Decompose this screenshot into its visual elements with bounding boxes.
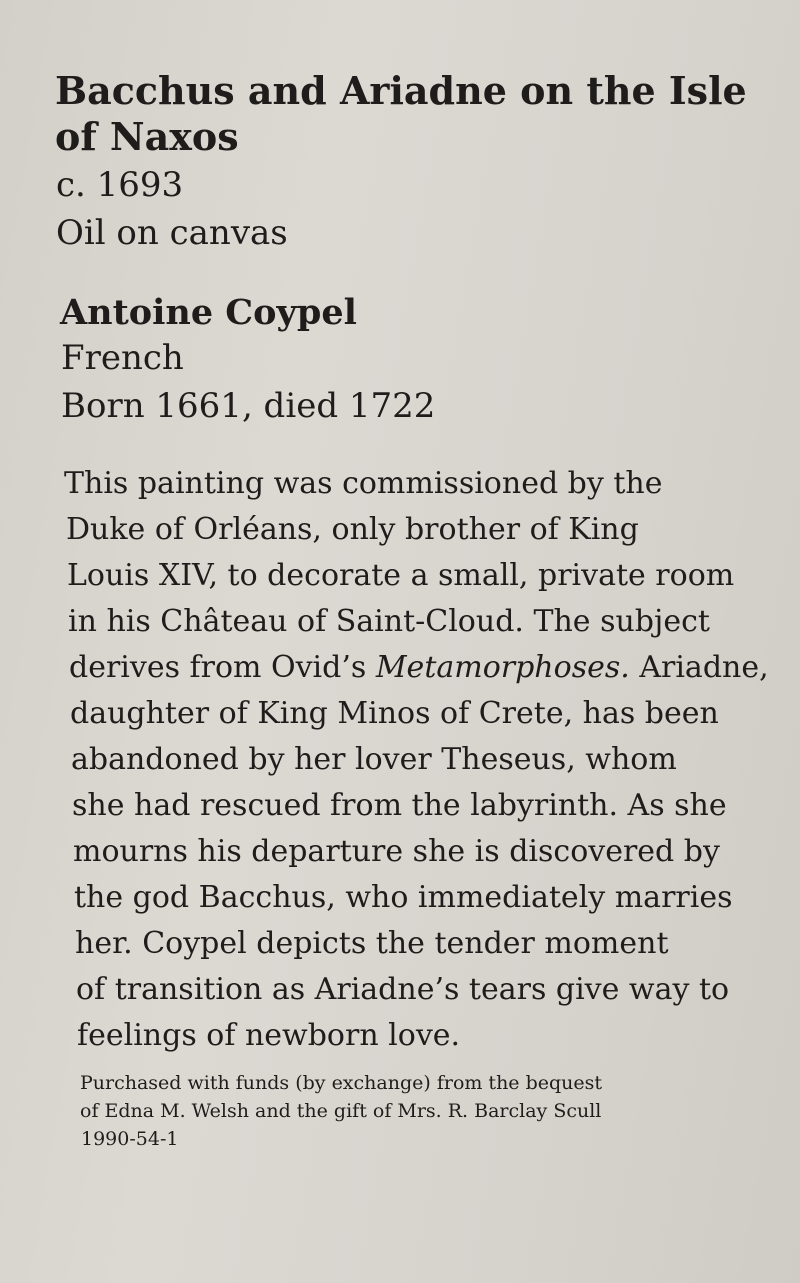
credit-line-1: Purchased with funds (by exchange) from the bequest — [80, 1072, 603, 1094]
description-line-tail: Ariadne, — [639, 650, 769, 685]
accession-number: 1990-54-1 — [81, 1128, 179, 1150]
artist-nationality: French — [61, 338, 184, 378]
description-line: her. Coypel depicts the tender moment — [75, 926, 669, 961]
description-line: This painting was commissioned by the — [64, 466, 663, 501]
description-line: feelings of newborn love. — [77, 1018, 461, 1053]
description-line: daughter of King Minos of Crete, has been — [70, 696, 719, 731]
description-line: of transition as Ariadne’s tears give way to — [76, 972, 730, 1007]
artist-life-dates: Born 1661, died 1722 — [61, 386, 436, 426]
artwork-medium: Oil on canvas — [56, 213, 288, 253]
description-line: Duke of Orléans, only brother of King — [66, 512, 639, 547]
title-line-2: of Naxos — [55, 114, 239, 159]
description-line: abandoned by her lover Theseus, whom — [71, 742, 677, 777]
artist-name: Antoine Coypel — [60, 292, 357, 333]
description-line: in his Château of Saint-Cloud. The subject — [68, 604, 710, 639]
description-line: she had rescued from the labyrinth. As she — [72, 788, 727, 823]
italic-work-title: Metamorphoses. — [375, 650, 630, 685]
description-line: mourns his departure she is discovered by — [73, 834, 720, 869]
title-line-1: Bacchus and Ariadne on the Isle — [55, 68, 747, 113]
description-line: the god Bacchus, who immediately marries — [74, 880, 733, 915]
artwork-date: c. 1693 — [56, 165, 184, 205]
description-line: Louis XIV, to decorate a small, private room — [67, 558, 735, 593]
description-line-text: derives from Ovid’s — [69, 650, 367, 685]
credit-line-2: of Edna M. Welsh and the gift of Mrs. R. Barclay Scull — [80, 1100, 602, 1122]
description-line — [69, 650, 769, 685]
